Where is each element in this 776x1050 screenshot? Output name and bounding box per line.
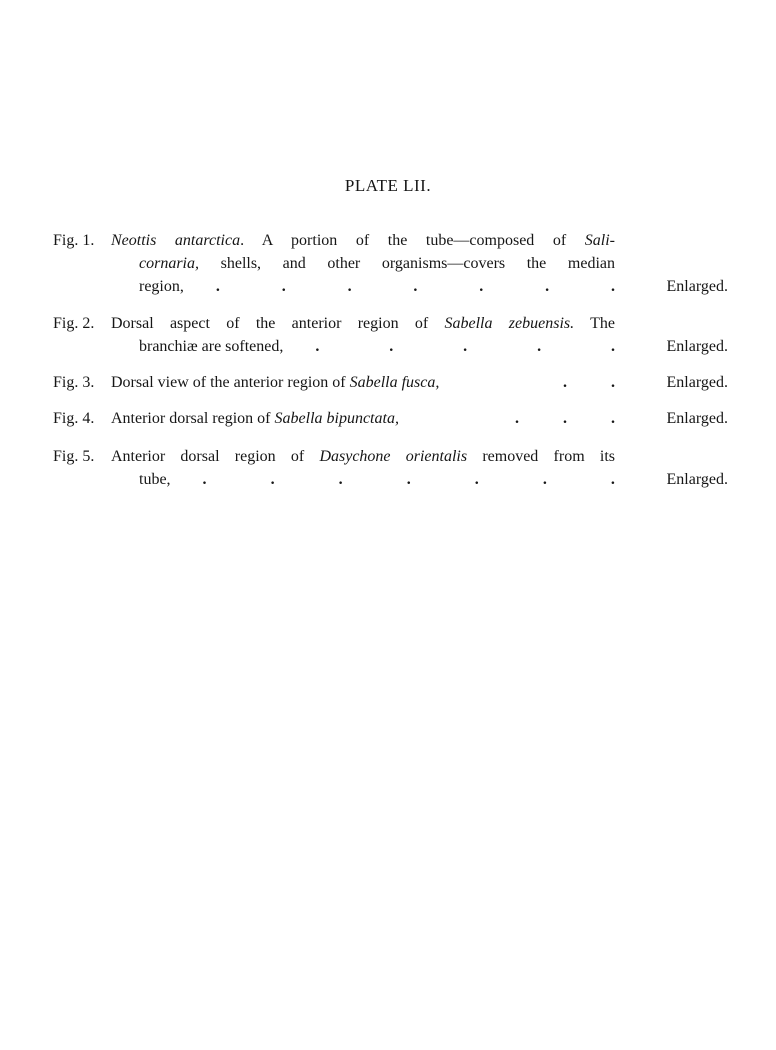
- caption-text: region,: [139, 278, 184, 295]
- dot-leaders: . . . . .: [315, 338, 615, 355]
- figure-entry-2: [53, 312, 728, 358]
- caption-line: [139, 275, 615, 298]
- caption-text: . A portion of the tube—composed of: [240, 232, 585, 249]
- caption-line: [111, 229, 615, 252]
- entry-row: [53, 252, 728, 275]
- figure-entry-3: [53, 371, 728, 394]
- caption-line: [111, 445, 615, 468]
- dot-leaders: . . .: [515, 410, 615, 427]
- caption-line: [139, 252, 615, 275]
- caption-text: Dorsal aspect of the anterior region of: [111, 315, 445, 332]
- species-name: Sabella zebuensis.: [444, 315, 575, 332]
- entry-row: [53, 312, 728, 335]
- caption-line: [111, 312, 615, 335]
- caption-text: The: [574, 315, 616, 332]
- enlargement-note: Enlarged.: [666, 410, 728, 427]
- enlargement-note: Enlarged.: [666, 278, 728, 295]
- entry-row: [53, 275, 728, 298]
- entry-row: [53, 445, 728, 468]
- species-name: Sabella bipunctata,: [274, 410, 399, 427]
- caption-line: [139, 335, 615, 358]
- caption-text: branchiæ are softened,: [139, 338, 284, 355]
- entry-row: [53, 407, 728, 430]
- plate-title: PLATE LII.: [344, 176, 432, 195]
- caption-line: [111, 371, 615, 394]
- figure-entry-1: [53, 229, 728, 298]
- figure-entry-4: [53, 407, 728, 430]
- dot-leaders: . . . . . . .: [202, 471, 615, 488]
- entry-row: [53, 335, 728, 358]
- dot-leaders: . . . . . . .: [215, 278, 615, 295]
- entry-row: [53, 229, 728, 252]
- species-name: Dasychone orientalis: [319, 448, 468, 465]
- entry-row: [53, 371, 728, 394]
- figure-entry-5: [53, 445, 728, 491]
- caption-text: Anterior dorsal region of: [111, 448, 320, 465]
- figure-label: Fig. 3.: [53, 374, 95, 391]
- figure-label: Fig. 4.: [53, 410, 95, 427]
- figure-label: Fig. 2.: [53, 315, 95, 332]
- caption-text: removed from its: [467, 448, 615, 465]
- enlargement-note: Enlarged.: [666, 471, 728, 488]
- species-name: Sali-: [584, 232, 615, 249]
- caption-text: shells, and other organisms—covers the median: [199, 255, 615, 272]
- enlargement-note: Enlarged.: [666, 374, 728, 391]
- caption-line: [111, 407, 615, 430]
- caption-text: Dorsal view of the anterior region of Sabella fusca,: [111, 374, 440, 391]
- species-name: cornaria,: [139, 255, 199, 272]
- enlargement-note: Enlarged.: [666, 338, 728, 355]
- dot-leaders: . .: [563, 374, 615, 391]
- species-name: Sabella fusca,: [349, 374, 440, 391]
- caption-text: Anterior dorsal region of Sabella bipunctata,: [111, 410, 399, 427]
- caption-text: tube,: [139, 471, 171, 488]
- species-name: Neottis antarctica: [111, 232, 241, 249]
- figure-label: Fig. 5.: [53, 448, 95, 465]
- figure-label: Fig. 1.: [53, 232, 95, 249]
- entry-row: [53, 468, 728, 491]
- caption-line: [139, 468, 615, 491]
